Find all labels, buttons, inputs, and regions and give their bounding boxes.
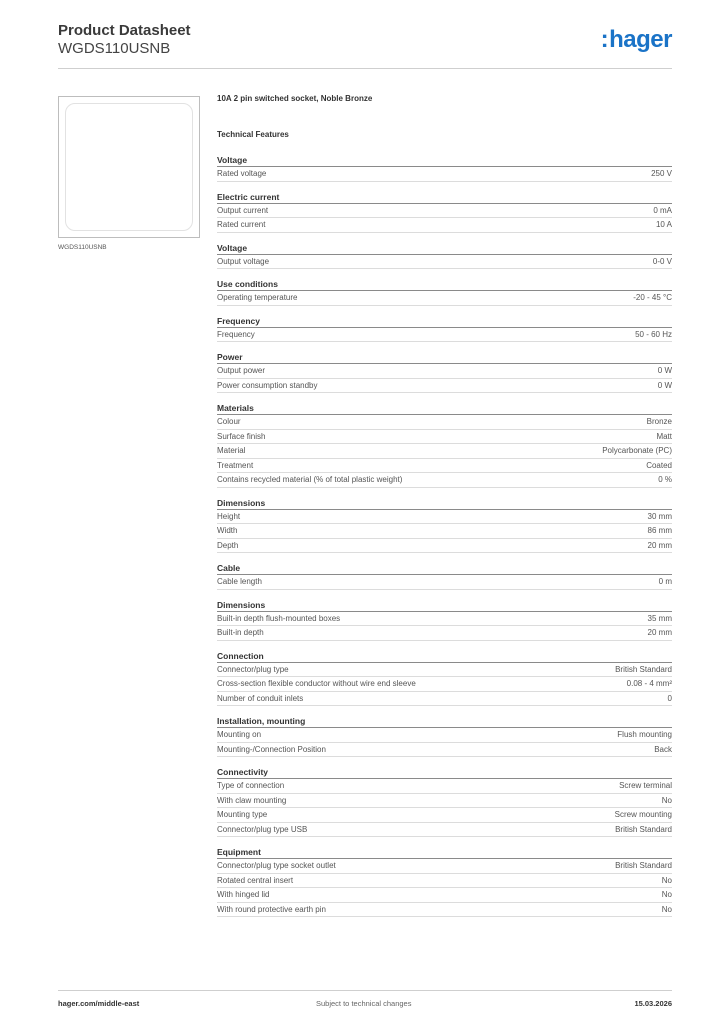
spec-row — [217, 430, 672, 445]
spec-value: 250 V — [651, 169, 672, 178]
spec-value: 30 mm — [647, 511, 672, 521]
spec-value: 0.08 - 4 mm² — [626, 679, 672, 688]
spec-label: Built-in depth flush-mounted boxes — [217, 613, 341, 623]
spec-row — [217, 612, 672, 627]
spec-value: Polycarbonate (PC) — [602, 446, 672, 455]
spec-label: Output current — [217, 205, 269, 215]
spec-label: Width — [217, 526, 238, 535]
spec-row — [217, 888, 672, 903]
page-title: Product Datasheet — [58, 22, 191, 39]
spec-value: Matt — [656, 431, 672, 441]
spec-row — [217, 874, 672, 889]
spec-label: Number of conduit inlets — [217, 693, 304, 703]
section-title: Cable — [217, 563, 672, 575]
spec-value: Back — [654, 744, 672, 754]
section-title: Voltage — [217, 243, 672, 255]
spec-label: Height — [217, 511, 241, 521]
spec-label: With hinged lid — [217, 890, 270, 899]
spec-row — [217, 473, 672, 488]
spec-value: 0 % — [658, 475, 672, 484]
spec-value: No — [661, 904, 672, 914]
spec-section — [217, 651, 672, 707]
section-title: Materials — [217, 403, 672, 415]
spec-row — [217, 218, 672, 233]
section-title: Dimensions — [217, 498, 672, 510]
section-title: Power — [217, 352, 672, 364]
spec-row — [217, 794, 672, 809]
spec-row — [217, 328, 672, 343]
spec-value: 0 — [667, 693, 672, 703]
spec-value: 35 mm — [647, 613, 672, 623]
spec-value: 86 mm — [647, 526, 672, 535]
socket-plate-image — [65, 103, 193, 231]
spec-section — [217, 600, 672, 641]
spec-value: British Standard — [615, 664, 672, 674]
section-title: Electric current — [217, 192, 672, 204]
logo-text: hager — [609, 26, 672, 53]
spec-section — [217, 767, 672, 837]
spec-value: British Standard — [615, 824, 672, 834]
spec-section — [217, 403, 672, 488]
spec-section — [217, 316, 672, 343]
spec-section — [217, 243, 672, 270]
spec-value: Screw terminal — [619, 781, 672, 790]
spec-value: 0 mA — [653, 205, 672, 215]
product-code: WGDS110USNB — [58, 40, 171, 57]
section-title: Connectivity — [217, 767, 672, 779]
spec-row — [217, 255, 672, 270]
spec-label: Frequency — [217, 329, 255, 339]
spec-value: Flush mounting — [617, 730, 672, 739]
spec-label: Surface finish — [217, 431, 266, 441]
spec-label: Output voltage — [217, 256, 270, 266]
spec-label: Cable length — [217, 577, 262, 586]
footer-notice: Subject to technical changes — [316, 999, 412, 1008]
spec-row — [217, 743, 672, 758]
header-divider — [58, 68, 672, 69]
spec-row — [217, 663, 672, 678]
spec-label: Contains recycled material (% of total plastic weight) — [217, 475, 403, 484]
spec-row — [217, 575, 672, 590]
spec-row — [217, 364, 672, 379]
spec-label: Cross-section flexible conductor without wire end sleeve — [217, 679, 416, 688]
spec-label: Power consumption standby — [217, 380, 318, 390]
spec-label: Rated voltage — [217, 169, 267, 178]
spec-content — [217, 94, 672, 917]
spec-value: British Standard — [615, 861, 672, 870]
spec-label: With round protective earth pin — [217, 904, 326, 914]
spec-row — [217, 823, 672, 838]
section-title: Dimensions — [217, 600, 672, 612]
spec-label: Rotated central insert — [217, 875, 294, 885]
product-image — [58, 96, 200, 238]
spec-value: 0-0 V — [652, 256, 672, 266]
spec-value: -20 - 45 °C — [633, 293, 672, 302]
section-title: Voltage — [217, 155, 672, 167]
features-heading: Technical Features — [217, 130, 289, 139]
spec-section — [217, 716, 672, 757]
image-caption: WGDS110USNB — [58, 244, 107, 251]
spec-section — [217, 279, 672, 306]
spec-row — [217, 204, 672, 219]
spec-label: Operating temperature — [217, 293, 298, 302]
spec-label: Output power — [217, 366, 266, 375]
spec-section — [217, 498, 672, 554]
section-title: Installation, mounting — [217, 716, 672, 728]
spec-label: Treatment — [217, 460, 254, 470]
spec-row — [217, 903, 672, 918]
footer-divider — [58, 990, 672, 991]
spec-row — [217, 692, 672, 707]
spec-value: 0 W — [657, 366, 672, 375]
spec-value: 10 A — [655, 220, 672, 229]
footer-website[interactable]: hager.com/middle-east — [58, 999, 140, 1008]
footer-date: 15.03.2026 — [634, 999, 672, 1008]
spec-value: No — [661, 890, 672, 899]
spec-label: Rated current — [217, 220, 266, 229]
spec-row — [217, 415, 672, 430]
spec-label: Connector/plug type USB — [217, 824, 308, 834]
spec-value: Screw mounting — [614, 810, 672, 819]
section-title: Equipment — [217, 847, 672, 859]
spec-row — [217, 379, 672, 394]
spec-section — [217, 155, 672, 182]
spec-label: Connector/plug type — [217, 664, 289, 674]
spec-value: 20 mm — [647, 540, 672, 550]
spec-label: Built-in depth — [217, 628, 264, 637]
spec-section — [217, 352, 672, 393]
spec-label: Mounting-/Connection Position — [217, 744, 326, 754]
spec-section — [217, 192, 672, 233]
page-header — [58, 22, 191, 58]
spec-row — [217, 167, 672, 182]
spec-row — [217, 459, 672, 474]
section-title: Frequency — [217, 316, 672, 328]
spec-sections — [217, 155, 672, 917]
spec-label: Depth — [217, 540, 239, 550]
spec-row — [217, 539, 672, 554]
spec-value: 0 m — [658, 577, 672, 586]
hager-logo: :hager — [600, 26, 672, 53]
spec-label: Mounting type — [217, 810, 268, 819]
spec-row — [217, 779, 672, 794]
spec-label: With claw mounting — [217, 795, 287, 805]
spec-section — [217, 563, 672, 590]
spec-row — [217, 524, 672, 539]
spec-value: Coated — [646, 460, 672, 470]
spec-row — [217, 728, 672, 743]
spec-label: Mounting on — [217, 730, 262, 739]
spec-row — [217, 808, 672, 823]
spec-section — [217, 847, 672, 917]
spec-value: Bronze — [646, 417, 672, 426]
spec-value: No — [661, 875, 672, 885]
section-title: Use conditions — [217, 279, 672, 291]
spec-row — [217, 859, 672, 874]
spec-value: 20 mm — [647, 628, 672, 637]
spec-row — [217, 626, 672, 641]
product-description: 10A 2 pin switched socket, Noble Bronze — [217, 94, 373, 103]
spec-row — [217, 444, 672, 459]
spec-row — [217, 291, 672, 306]
spec-label: Connector/plug type socket outlet — [217, 861, 336, 870]
spec-label: Type of connection — [217, 781, 285, 790]
spec-row — [217, 677, 672, 692]
spec-value: 0 W — [657, 380, 672, 390]
spec-row — [217, 510, 672, 525]
spec-value: No — [661, 795, 672, 805]
spec-label: Colour — [217, 417, 241, 426]
spec-label: Material — [217, 446, 246, 455]
section-title: Connection — [217, 651, 672, 663]
spec-value: 50 - 60 Hz — [635, 329, 672, 339]
